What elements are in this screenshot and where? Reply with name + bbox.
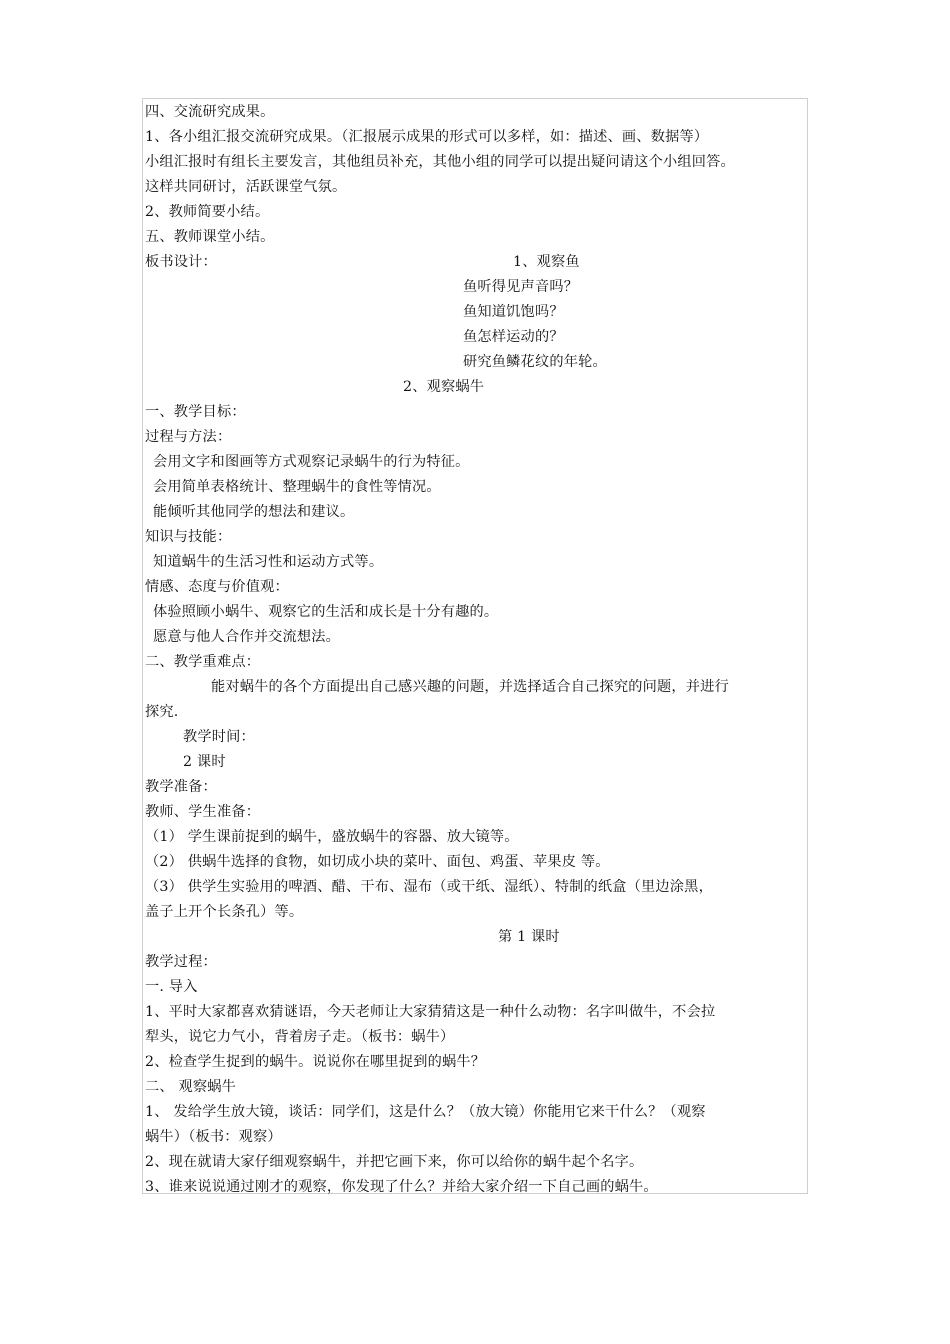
text-line: 2、现在就请大家仔细观察蜗牛，并把它画下来，你可以给你的蜗牛起个名字。: [145, 1154, 644, 1170]
text-line: 2、教师简要小结。: [145, 204, 270, 220]
text-line: 知道蜗牛的生活习性和运动方式等。: [153, 554, 384, 570]
list-item: （3） 供学生实验用的啤酒、醋、干布、湿布（或干纸、湿纸）、特制的纸盒（里边涂黑，: [145, 879, 713, 895]
text-line: 体验照顾小蜗牛、观察它的生活和成长是十分有趣的。: [153, 604, 499, 620]
subheading: 教学过程：: [145, 954, 217, 970]
section-heading: 一. 导入: [145, 979, 198, 995]
text-line: 这样共同研讨，活跃课堂气氛。: [145, 179, 347, 195]
section-heading: 二、教学重难点：: [145, 654, 261, 670]
section-heading: 四、交流研究成果。: [145, 104, 275, 120]
section-heading: 一、教学目标：: [145, 404, 246, 420]
text-line: 盖子上开个长条孔）等。: [145, 904, 304, 920]
subheading: 教师、学生准备：: [145, 804, 261, 820]
subheading: 过程与方法：: [145, 429, 232, 445]
text-line: 3、谁来说说通过刚才的观察，你发现了什么？并给大家介绍一下自己画的蜗牛。: [145, 1179, 658, 1195]
text-line: 会用简单表格统计、整理蜗牛的食性等情况。: [153, 479, 441, 495]
text-line: 2 课时: [183, 754, 226, 770]
text-line: 愿意与他人合作并交流想法。: [153, 629, 341, 645]
subheading: 教学时间：: [183, 729, 255, 745]
section-heading: 五、教师课堂小结。: [145, 229, 275, 245]
subheading: 知识与技能：: [145, 529, 232, 545]
text-line: 2、检查学生捉到的蜗牛。说说你在哪里捉到的蜗牛？: [145, 1054, 486, 1070]
list-item: （1） 学生课前捉到的蜗牛，盛放蜗牛的容器、放大镜等。: [145, 829, 519, 845]
lesson-title: 2、观察蜗牛: [403, 379, 485, 395]
text-line: 探究.: [145, 704, 179, 720]
board-title: 1、观察鱼: [513, 254, 580, 270]
board-item: 鱼怎样运动的？: [463, 329, 564, 345]
board-item: 鱼知道饥饱吗？: [463, 304, 564, 320]
text-line: 蜗牛）（板书：观察）: [145, 1129, 282, 1145]
subheading: 情感、态度与价值观：: [145, 579, 289, 595]
text-line: 1、各小组汇报交流研究成果。（汇报展示成果的形式可以多样，如：描述、画、数据等）: [145, 129, 709, 145]
subheading: 教学准备：: [145, 779, 217, 795]
text-line: 能倾听其他同学的想法和建议。: [153, 504, 355, 520]
board-design-label: 板书设计：: [145, 254, 217, 270]
text-line: 能对蜗牛的各个方面提出自己感兴趣的问题，并选择适合自己探究的问题，并进行: [211, 679, 729, 695]
text-line: 小组汇报时有组长主要发言，其他组员补充，其他小组的同学可以提出疑问请这个小组回答。: [145, 154, 735, 170]
text-line: 犁头，说它力气小，背着房子走。（板书：蜗牛）: [145, 1029, 455, 1045]
section-heading: 二、 观察蜗牛: [145, 1079, 237, 1095]
text-line: 1、 发给学生放大镜，谈话：同学们，这是什么？（放大镜）你能用它来干什么？（观察: [145, 1104, 706, 1120]
text-line: 会用文字和图画等方式观察记录蜗牛的行为特征。: [153, 454, 470, 470]
list-item: （2） 供蜗牛选择的食物，如切成小块的菜叶、面包、鸡蛋、苹果皮 等。: [145, 854, 610, 870]
board-item: 鱼听得见声音吗？: [463, 279, 579, 295]
period-title: 第 1 课时: [498, 929, 560, 945]
text-line: 1、平时大家都喜欢猜谜语，今天老师让大家猜猜这是一种什么动物：名字叫做牛，不会拉: [145, 1004, 716, 1020]
board-item: 研究鱼鳞花纹的年轮。: [463, 354, 607, 370]
